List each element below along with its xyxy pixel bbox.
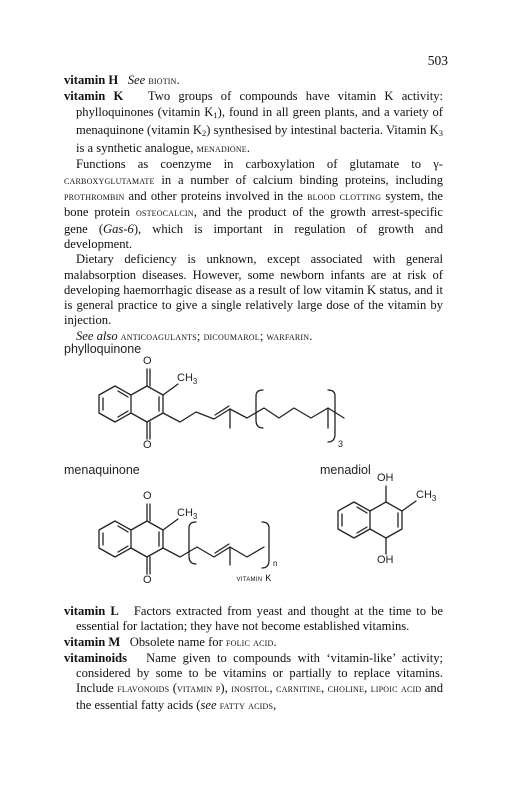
page-number: 503 bbox=[427, 53, 448, 68]
cross-ref-blood-clotting[interactable]: blood clotting bbox=[307, 191, 382, 204]
repeat-count: n bbox=[273, 559, 278, 568]
cross-ref-folic-acid[interactable]: folic acid bbox=[225, 636, 274, 649]
entry-text: , bbox=[269, 681, 277, 696]
paragraph-deficiency: Dietary deficiency is unknown, except associated with general malabsorption diseases. However, some newborn infants are at risk of developing haemorrhagic disease as a result of low vitamin K status, and it is general practice to give a single relatively large dose of the vitamin by injection. bbox=[64, 252, 443, 328]
entry-text: , bbox=[273, 697, 277, 712]
entry-text: , bbox=[364, 681, 371, 696]
entry-text: Two groups of compounds have vitamin K activity: phylloquinones (vitamin K bbox=[76, 89, 443, 119]
entry-vitaminoids bbox=[64, 651, 443, 714]
entry-text: ( bbox=[169, 681, 177, 696]
menadiol-structure bbox=[338, 486, 416, 554]
methyl-group bbox=[177, 507, 197, 521]
entry-end: . bbox=[176, 73, 180, 87]
headword-vitaminoids: vitaminoids bbox=[64, 650, 127, 665]
cross-ref-prothrombin[interactable]: prothrombin bbox=[64, 191, 125, 204]
vitamin-k-figure bbox=[64, 336, 444, 586]
see-word: See bbox=[127, 73, 146, 87]
menadiol-label: menadiol bbox=[320, 463, 371, 477]
phylloquinone-structure bbox=[99, 369, 344, 442]
cross-ref-carnitine[interactable]: carnitine bbox=[276, 683, 321, 696]
cross-ref-choline[interactable]: choline bbox=[327, 683, 365, 696]
structure-drawings bbox=[64, 336, 444, 586]
repeat-count: 3 bbox=[338, 439, 344, 449]
subscript: 2 bbox=[201, 127, 207, 138]
entry-end: . bbox=[273, 634, 277, 649]
lower-text-block bbox=[64, 604, 443, 714]
entry-text: and the essential fatty acids ( bbox=[76, 681, 444, 712]
cross-ref-dicoumarol[interactable]: dicoumarol bbox=[203, 330, 260, 343]
entry-text: in a number of calcium binding proteins, including bbox=[154, 172, 443, 187]
entry-vitamin-k bbox=[64, 89, 443, 157]
cross-ref-vitamin-p[interactable]: vitamin p bbox=[176, 683, 221, 696]
entry-text: Obsolete name for bbox=[129, 634, 226, 649]
entry-text: ), which is important in regulation of growth and development. bbox=[64, 221, 443, 251]
entry-vitamin-l bbox=[64, 604, 443, 635]
entry-text: ) synthesised by intestinal bacteria. Vitamin K bbox=[206, 122, 439, 137]
figure-caption: vitamin K bbox=[236, 573, 272, 583]
entry-text: Factors extracted from yeast and thought at the time to be essential for lactation; they have not become established vitamins. bbox=[76, 604, 443, 634]
entry-vitamin-m bbox=[64, 635, 443, 651]
entry-text: ), bbox=[220, 681, 232, 696]
entry-text: . bbox=[246, 141, 251, 156]
entry-text: Functions as coenzyme in carboxylation of glutamate to γ- bbox=[76, 157, 443, 172]
phylloquinone-label: phylloquinone bbox=[64, 342, 142, 356]
see-also-word: See also bbox=[76, 328, 118, 343]
cross-ref-lipoic-acid[interactable]: lipoic acid bbox=[370, 683, 422, 696]
cross-ref-warfarin[interactable]: warfarin bbox=[266, 330, 310, 343]
cross-ref-fatty-acids[interactable]: fatty acids bbox=[219, 699, 274, 712]
entry-text: Name given to compounds with ‘vitamin-like’ activity; considered by some to be vitamins or partially to replace vitamins. Include bbox=[76, 650, 444, 696]
oxygen-atom: O bbox=[143, 490, 152, 502]
entry-text: , and the product of the growth arrest-specific gene ( bbox=[64, 205, 443, 236]
entry-text: and other proteins involved in the bbox=[124, 189, 308, 204]
entry-text: , bbox=[321, 681, 328, 696]
separator: ; bbox=[196, 328, 204, 343]
entry-text: system, the bone protein bbox=[64, 189, 443, 220]
atom-text: CH bbox=[177, 507, 193, 519]
headword-vitamin-l: vitamin L bbox=[64, 604, 119, 618]
entry-text: ), found in all green plants, and a variety of menaquinone (vitamin K bbox=[76, 104, 443, 137]
gene-name: Gas-6 bbox=[103, 221, 134, 236]
headword-vitamin-h: vitamin H bbox=[64, 73, 119, 87]
methyl-group bbox=[416, 489, 436, 503]
headword-vitamin-k: vitamin K bbox=[64, 89, 124, 104]
atom-text: CH bbox=[177, 372, 193, 384]
cross-ref-anticoagulants[interactable]: anticoagulants bbox=[120, 330, 197, 343]
methyl-group bbox=[177, 372, 197, 386]
entry-vitamin-h bbox=[64, 73, 443, 89]
entry-text: is a synthetic analogue, bbox=[76, 141, 197, 156]
oxygen-atom: O bbox=[143, 355, 152, 367]
hydroxyl-group: OH bbox=[377, 554, 394, 566]
cross-ref-biotin[interactable]: biotin bbox=[148, 75, 177, 87]
atom-subscript: 3 bbox=[431, 494, 437, 504]
cross-ref-menadione[interactable]: menadione bbox=[196, 143, 247, 156]
cross-ref-inositol[interactable]: inositol bbox=[231, 683, 270, 696]
oxygen-atom: O bbox=[143, 574, 152, 586]
upper-text-block bbox=[64, 73, 443, 345]
oxygen-atom: O bbox=[143, 439, 152, 451]
cross-ref-osteocalcin[interactable]: osteocalcin bbox=[135, 207, 194, 220]
cross-ref-carboxyglutamate[interactable]: carboxyglutamate bbox=[64, 174, 155, 187]
entry-end: . bbox=[309, 328, 313, 343]
atom-text: CH bbox=[416, 489, 432, 501]
hydroxyl-group: OH bbox=[377, 472, 394, 484]
subscript: 1 bbox=[213, 109, 218, 120]
subscript: 3 bbox=[438, 127, 443, 138]
menaquinone-label: menaquinone bbox=[64, 463, 140, 477]
atom-subscript: 3 bbox=[192, 512, 198, 522]
cross-ref-flavonoids[interactable]: flavonoids bbox=[117, 683, 170, 696]
headword-vitamin-m: vitamin M bbox=[64, 634, 121, 649]
atom-subscript: 3 bbox=[192, 377, 198, 387]
separator: ; bbox=[259, 328, 267, 343]
see-word: see bbox=[200, 697, 217, 712]
paragraph-functions bbox=[64, 157, 443, 252]
